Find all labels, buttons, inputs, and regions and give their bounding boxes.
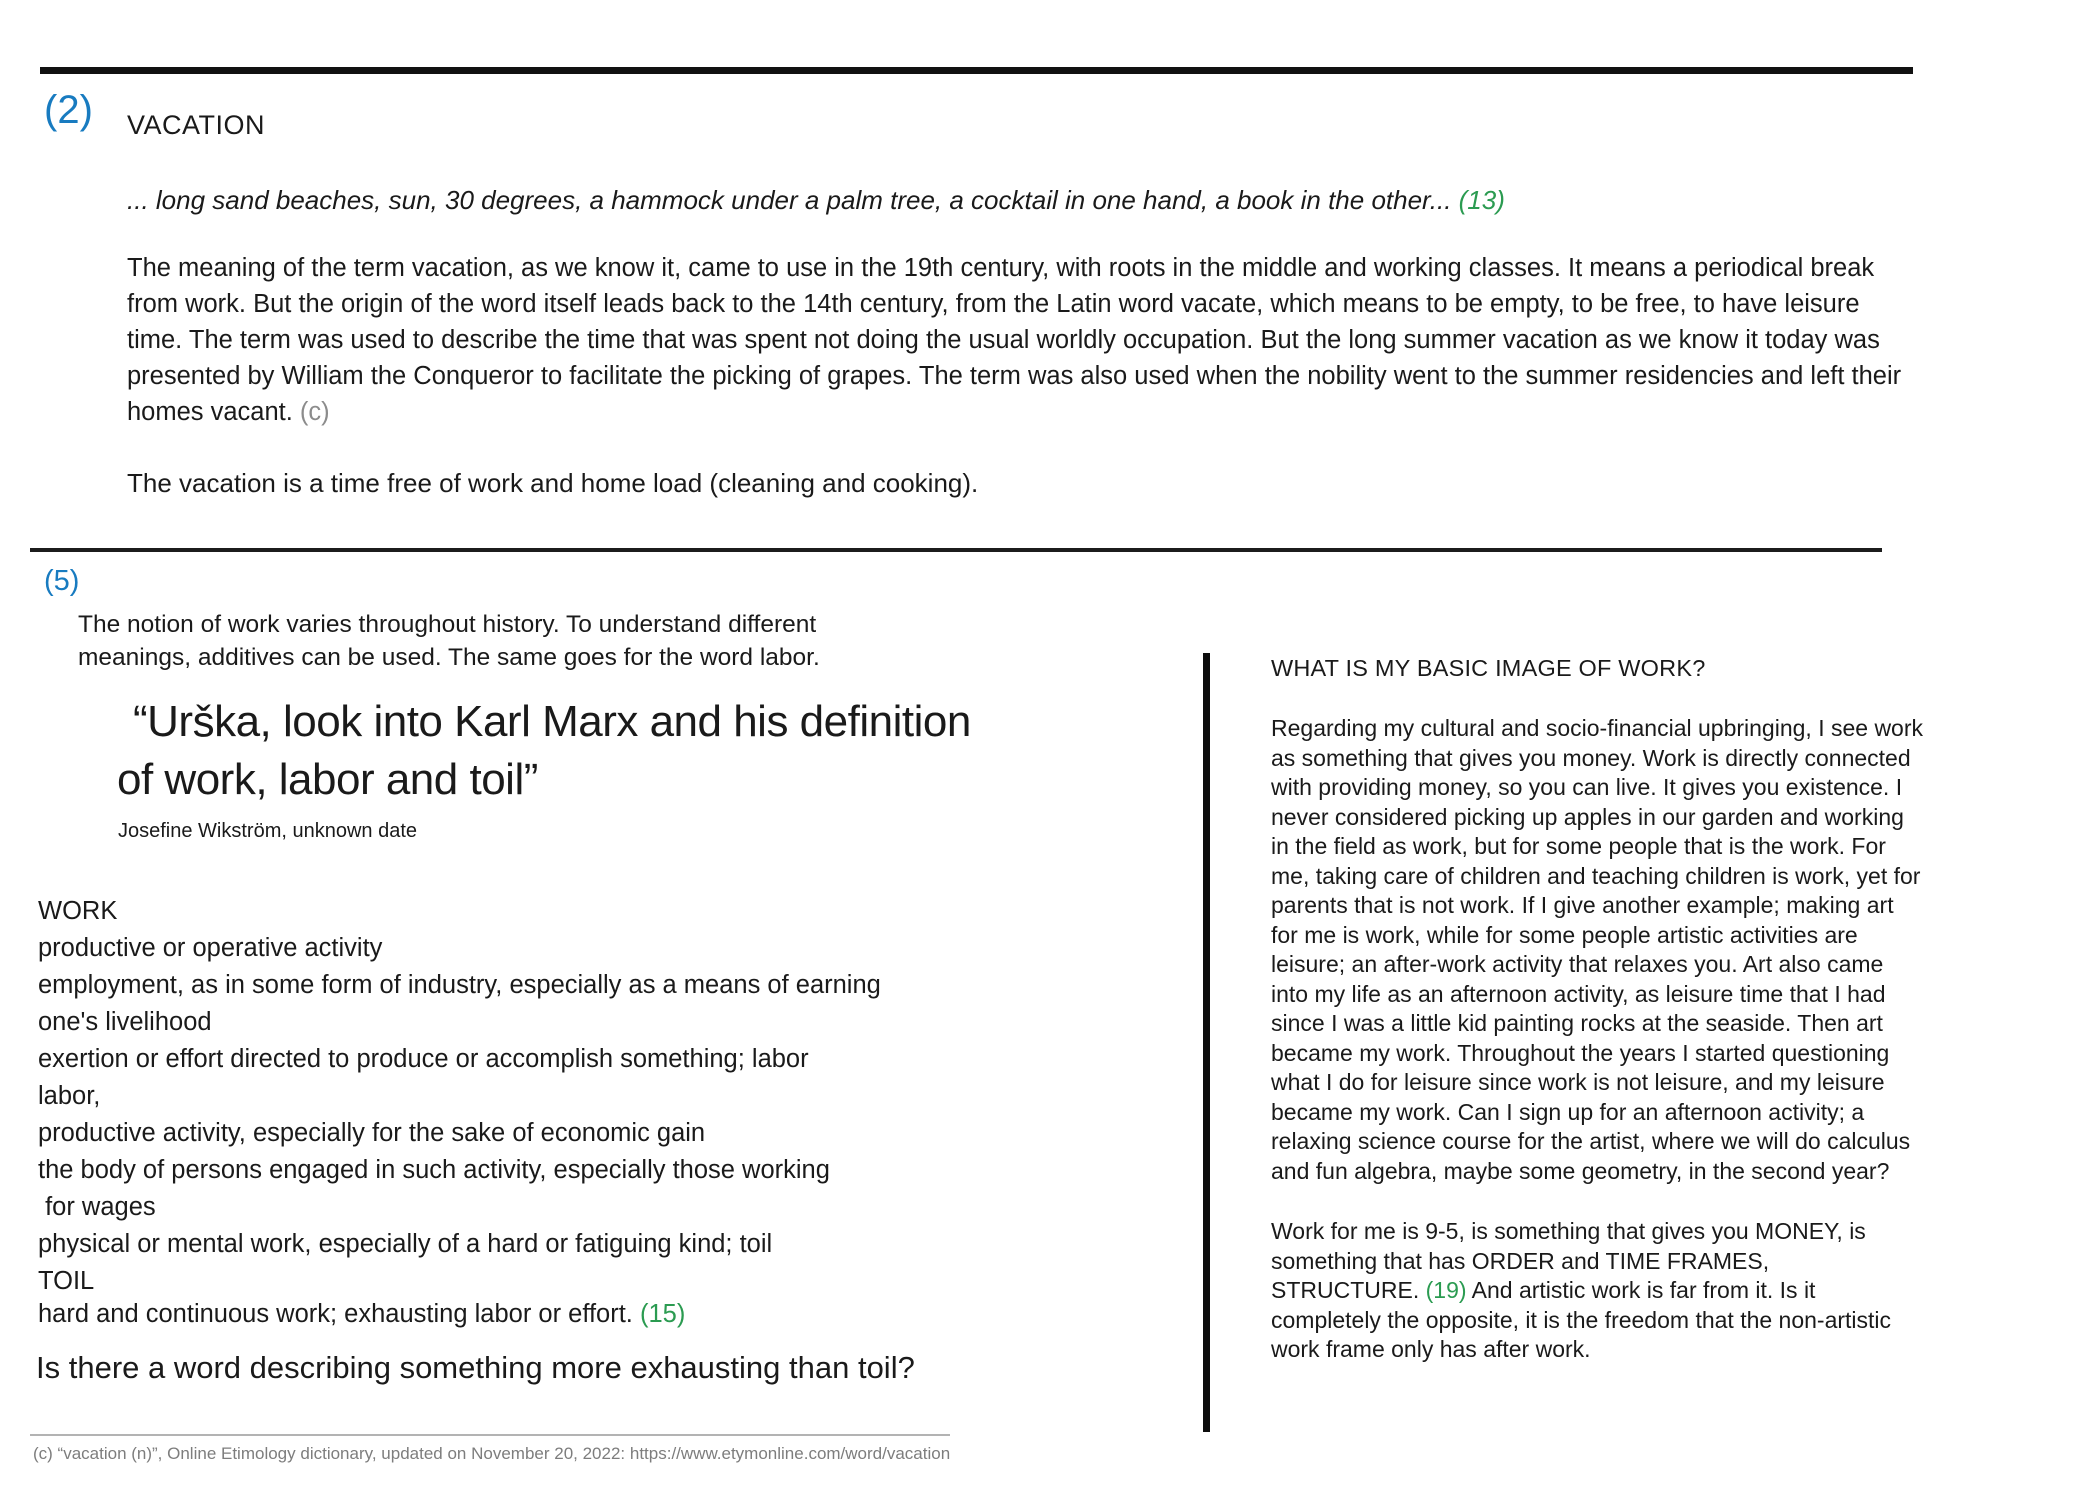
definition-line: labor,: [38, 1082, 101, 1110]
paragraph-2-citation-ref: (19): [1425, 1277, 1467, 1303]
right-column-paragraph-2: [1271, 1217, 1923, 1365]
definition-line: WORK: [38, 897, 118, 925]
definition-line: productive or operative activity: [38, 934, 383, 962]
right-column-vertical-rule: [1203, 653, 1210, 1432]
toil-definition-text: hard and continuous work; exhausting labor or effort.: [38, 1300, 633, 1328]
definition-line: for wages: [38, 1193, 156, 1221]
definition-line: the body of persons engaged in such activity, especially those working: [38, 1156, 830, 1184]
vacation-title: VACATION: [127, 110, 266, 140]
teaser-text: ... long sand beaches, sun, 30 degrees, a hammock under a palm tree, a cocktail in one hand, a book in the other...: [127, 185, 1452, 215]
toil-definition-line: [38, 1300, 685, 1329]
definition-line: productive activity, especially for the sake of economic gain: [38, 1119, 706, 1147]
vacation-citation-mark: (c): [292, 398, 330, 426]
footnote-citation: (c) “vacation (n)”, Online Etimology dictionary, updated on November 20, 2022: https://www.etymonline.com/word/vacation: [33, 1444, 951, 1463]
vacation-body-paragraph: [127, 250, 1913, 430]
vacation-note: The vacation is a time free of work and home load (cleaning and cooking).: [127, 468, 979, 498]
vacation-body-text: The meaning of the term vacation, as we know it, came to use in the 19th century, with roots in the middle and working classes. It means a periodical break from work. But the origin of the word itself leads back to the 14th century, from the Latin word vacate, which means to be empty, to be free, to have leisure time. The term was used to describe the time that was spent not doing the usual worldly occupation. But the long summer vacation as we know it today was presented by William the Conqueror to facilitate the picking of grapes. The term was also used when the nobility went to the summer residencies and left their homes vacant.: [127, 254, 1902, 426]
right-column-paragraph-1: Regarding my cultural and socio-financial upbringing, I see work as something that gives you money. Work is directly connected with providing money, so you can live. It gives you existence. I never considered picking up apples in our garden and working in the field as work, but for some people that is the work. For me, taking care of children and teaching children is work, yet for parents that is not work. If I give another example; making art for me is work, while for some people artistic activities are leisure; an after-work activity that relaxes you. Art also came into my life as an afternoon activity, as leisure time that I had since I was a little kid painting rocks at the seaside. Then art became my work. Throughout the years I started questioning what I do for leisure since work is not leisure, and my leisure became my work. Can I sign up for an afternoon activity; a relaxing science course for the artist, where we will do calculus and fun algebra, maybe some geometry, in the second year?: [1271, 715, 1924, 1184]
paragraph-2-text-pre: Work for me is 9-5, is something that gives you MONEY, is something that has ORDER and TIME FRAMES, STRUCTURE.: [1271, 1218, 1866, 1303]
work-intro-text: The notion of work varies throughout history. To understand different meanings, additives can be used. The same goes for the word labor.: [78, 611, 820, 671]
definition-line: employment, as in some form of industry, especially as a means of earning: [38, 971, 881, 999]
definition-line: TOIL: [38, 1267, 95, 1295]
top-rule: [40, 67, 1913, 74]
basic-image-of-work-column: [1271, 655, 1923, 1365]
quote-line-1: “Urška, look into Karl Marx and his definition: [133, 697, 971, 746]
teaser-citation-ref: (13): [1451, 185, 1505, 215]
page-ref-2: (2): [44, 88, 93, 132]
quote-line-2: of work, labor and toil”: [117, 755, 538, 804]
work-definitions-list: [38, 893, 881, 1300]
exhausting-question: Is there a word describing something more exhausting than toil?: [36, 1350, 915, 1385]
right-column-heading: WHAT IS MY BASIC IMAGE OF WORK?: [1271, 655, 1706, 681]
vacation-teaser: [127, 185, 1505, 216]
definition-line: one's livelihood: [38, 1008, 212, 1036]
definition-line: exertion or effort directed to produce or accomplish something; labor: [38, 1045, 809, 1073]
karl-marx-quote: [117, 693, 971, 809]
paragraph-2-text-post: And artistic work is far from it. Is it completely the opposite, it is the freedom that the non-artistic work frame only has after work.: [1271, 1277, 1892, 1362]
definition-line: physical or mental work, especially of a hard or fatiguing kind; toil: [38, 1230, 773, 1258]
page-ref-5: (5): [44, 565, 80, 597]
footnote-rule: [30, 1434, 950, 1436]
quote-attribution: Josefine Wikström, unknown date: [118, 820, 418, 842]
toil-citation-ref: (15): [632, 1300, 686, 1328]
section-divider-rule: [30, 548, 1882, 552]
